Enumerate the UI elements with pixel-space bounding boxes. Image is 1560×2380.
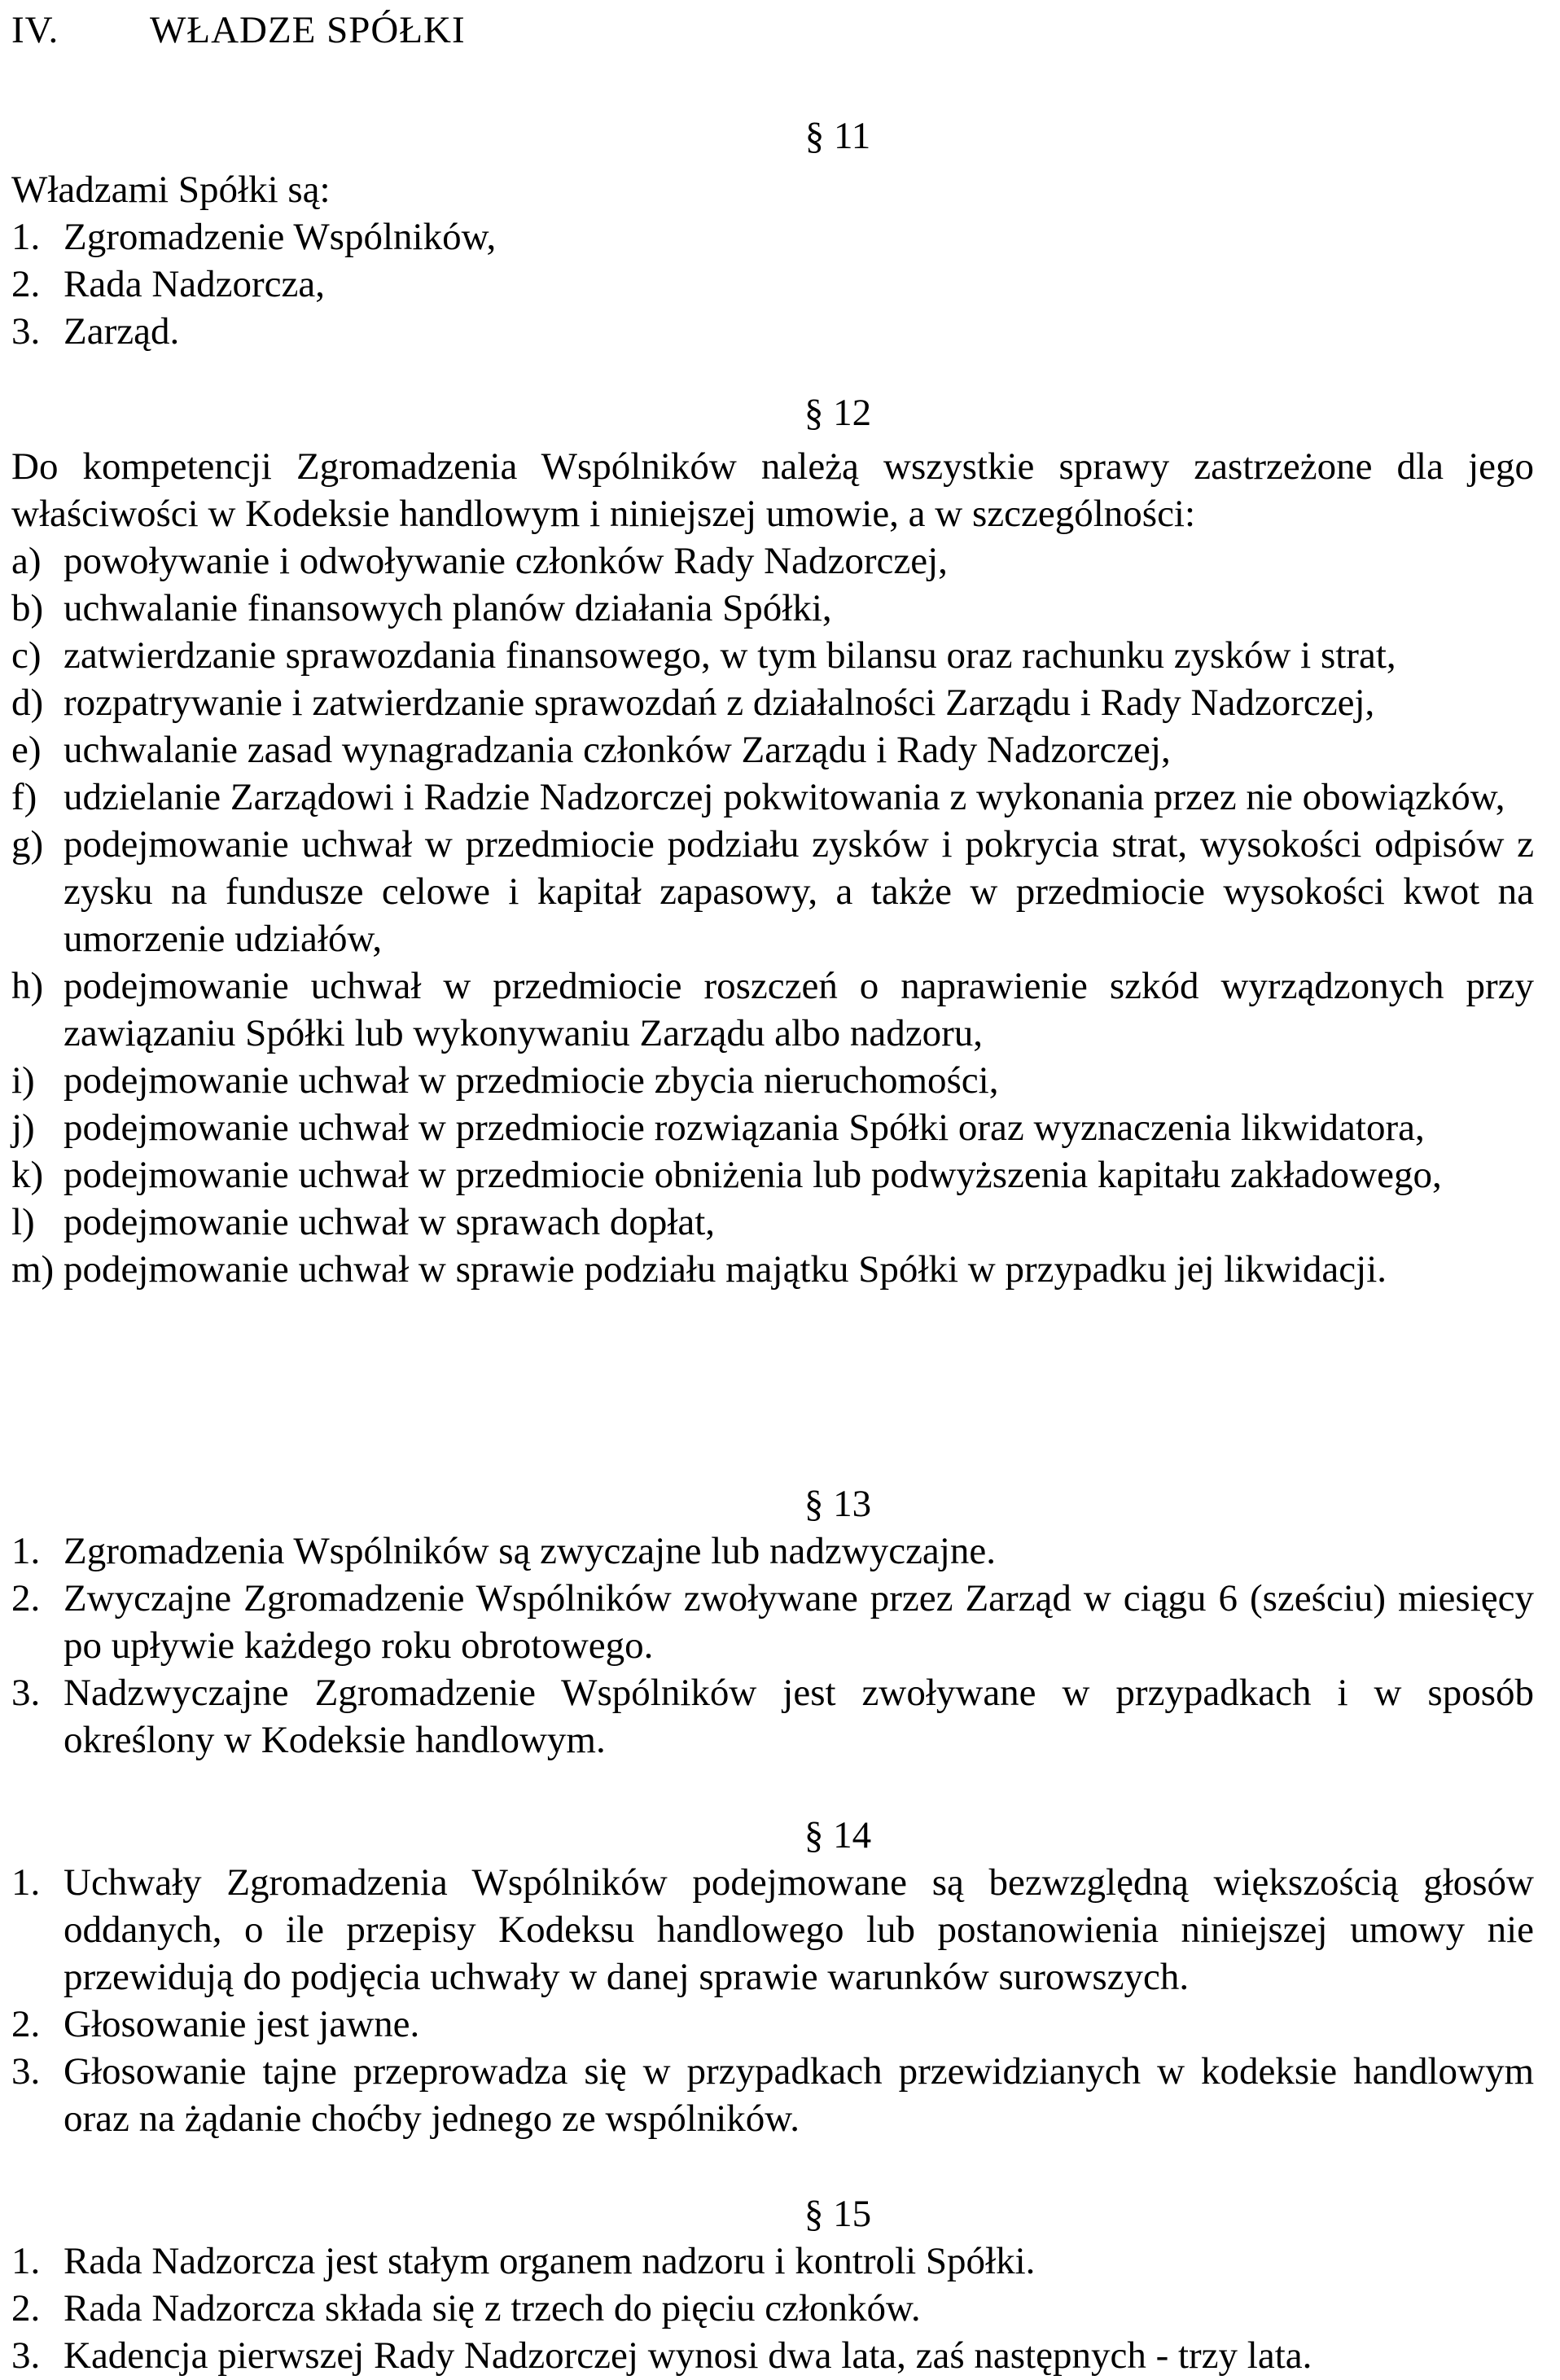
list-item (11, 679, 1534, 726)
list-item (11, 1669, 1534, 1764)
list-item (11, 962, 1534, 1057)
list-item (11, 821, 1534, 962)
item-marker: 3. (11, 2050, 41, 2093)
section-title: § 15 (804, 2193, 872, 2235)
section-intro: Władzami Spółki są: (11, 169, 331, 211)
item-text: zatwierdzanie sprawozdania finansowego, w tym bilansu oraz rachunku zysków i strat, (64, 634, 1396, 677)
list-item (11, 2285, 1534, 2332)
list-item (11, 2048, 1534, 2142)
list-item (11, 261, 1534, 308)
item-marker: b) (11, 587, 44, 629)
section-intro: Do kompetencji Zgromadzenia Wspólników należą wszystkie sprawy zastrzeżone dla jego właściwości w Kodeksie handlowym i niniejszej umowie, a w szczególności: (11, 445, 1534, 535)
item-text: uchwalanie finansowych planów działania Spółki, (64, 587, 832, 629)
item-marker: 2. (11, 1577, 41, 1620)
item-text: Rada Nadzorcza jest stałym organem nadzoru i kontroli Spółki. (64, 2240, 1036, 2282)
list-item (11, 308, 1534, 355)
item-text: podejmowanie uchwał w przedmiocie rozwiązania Spółki oraz wyznaczenia likwidatora, (64, 1107, 1425, 1149)
section-14 (11, 1812, 1534, 2142)
list-item (11, 1859, 1534, 2001)
item-marker: g) (11, 823, 44, 866)
section-items (11, 213, 1534, 355)
item-text: podejmowanie uchwał w przedmiocie podziału zysków i pokrycia strat, wysokości odpisów z zysku na fundusze celowe i kapitał zapasowy, a także w przedmiocie wysokości kwot na umorzenie udziałów, (64, 823, 1534, 960)
item-marker: i) (11, 1059, 35, 1102)
item-marker: f) (11, 776, 37, 818)
section-title: § 14 (804, 1814, 872, 1856)
list-item (11, 2238, 1534, 2285)
list-item (11, 1199, 1534, 1246)
item-marker: 1. (11, 1530, 41, 1572)
list-item (11, 774, 1534, 821)
section-items (11, 2238, 1534, 2379)
list-item (11, 632, 1534, 679)
list-item (11, 1246, 1534, 1293)
item-text: podejmowanie uchwał w sprawach dopłat, (64, 1201, 716, 1243)
item-text: Głosowanie jest jawne. (64, 2003, 420, 2045)
item-marker: j) (11, 1107, 35, 1149)
list-item (11, 1057, 1534, 1104)
item-text: Nadzwyczajne Zgromadzenie Wspólników jest zwoływane w przypadkach i w sposób określony w Kodeksie handlowym. (64, 1672, 1534, 1761)
item-text: Głosowanie tajne przeprowadza się w przypadkach przewidzianych w kodeksie handlowym oraz na żądanie choćby jednego ze wspólników. (64, 2050, 1534, 2140)
item-marker: 1. (11, 216, 41, 258)
item-marker: h) (11, 965, 44, 1007)
item-text: Zwyczajne Zgromadzenie Wspólników zwoływane przez Zarząd w ciągu 6 (sześciu) miesięcy po upływie każdego roku obrotowego. (64, 1577, 1534, 1667)
item-text: Zgromadzenia Wspólników są zwyczajne lub nadzwyczajne. (64, 1530, 996, 1572)
section-items (11, 1859, 1534, 2142)
item-text: podejmowanie uchwał w przedmiocie roszczeń o naprawienie szkód wyrządzonych przy zawiązaniu Spółki lub wykonywaniu Zarządu albo nadzoru, (64, 965, 1534, 1054)
item-marker: 3. (11, 310, 41, 353)
list-item (11, 1104, 1534, 1151)
list-item (11, 1527, 1534, 1575)
item-text: Zgromadzenie Wspólników, (64, 216, 497, 258)
item-marker: 2. (11, 2287, 41, 2330)
item-marker: k) (11, 1154, 44, 1196)
section-12 (11, 389, 1534, 1293)
item-text: Kadencja pierwszej Rady Nadzorczej wynosi dwa lata, zaś następnych - trzy lata. (64, 2334, 1312, 2377)
item-text: rozpatrywanie i zatwierdzanie sprawozdań z działalności Zarządu i Rady Nadzorczej, (64, 682, 1375, 724)
item-text: Uchwały Zgromadzenia Wspólników podejmowane są bezwzględną większością głosów oddanych, o ile przepisy Kodeksu handlowego lub postanowienia niniejszej umowy nie przewidują do podjęcia uchwały w danej sprawie warunków surowszych. (64, 1861, 1534, 1998)
item-marker: c) (11, 634, 42, 677)
list-item (11, 2001, 1534, 2048)
section-title: § 13 (804, 1483, 872, 1525)
section-13 (11, 1480, 1534, 1764)
item-marker: 3. (11, 2334, 41, 2377)
section-items (11, 537, 1534, 1293)
item-text: podejmowanie uchwał w przedmiocie obniżenia lub podwyższenia kapitału zakładowego, (64, 1154, 1442, 1196)
chapter-number: IV. (11, 9, 59, 51)
section-items (11, 1527, 1534, 1764)
item-text: podejmowanie uchwał w przedmiocie zbycia nieruchomości, (64, 1059, 999, 1102)
item-marker: l) (11, 1201, 35, 1243)
list-item (11, 537, 1534, 585)
item-marker: e) (11, 729, 42, 771)
list-item (11, 2332, 1534, 2379)
list-item (11, 1575, 1534, 1669)
item-marker: 2. (11, 263, 41, 305)
list-item (11, 213, 1534, 261)
list-item (11, 585, 1534, 632)
chapter-heading (11, 7, 466, 54)
item-text: Zarząd. (64, 310, 180, 353)
item-text: Rada Nadzorcza, (64, 263, 325, 305)
list-item (11, 726, 1534, 774)
item-marker: m) (11, 1248, 55, 1291)
list-item (11, 1151, 1534, 1199)
item-text: podejmowanie uchwał w sprawie podziału majątku Spółki w przypadku jej likwidacji. (64, 1248, 1387, 1291)
item-marker: a) (11, 540, 42, 582)
item-marker: 1. (11, 2240, 41, 2282)
item-text: powoływanie i odwoływanie członków Rady Nadzorczej, (64, 540, 948, 582)
item-marker: 1. (11, 1861, 41, 1904)
item-marker: d) (11, 682, 44, 724)
item-text: uchwalanie zasad wynagradzania członków Zarządu i Rady Nadzorczej, (64, 729, 1171, 771)
item-text: udzielanie Zarządowi i Radzie Nadzorczej pokwitowania z wykonania przez nie obowiązków, (64, 776, 1505, 818)
section-15 (11, 2190, 1534, 2379)
chapter-title: WŁADZE SPÓŁKI (150, 9, 466, 51)
section-title: § 12 (804, 392, 872, 434)
section-title: § 11 (804, 115, 871, 157)
item-text: Rada Nadzorcza składa się z trzech do pięciu członków. (64, 2287, 921, 2330)
item-marker: 3. (11, 1672, 41, 1714)
section-11 (11, 112, 1534, 355)
item-marker: 2. (11, 2003, 41, 2045)
